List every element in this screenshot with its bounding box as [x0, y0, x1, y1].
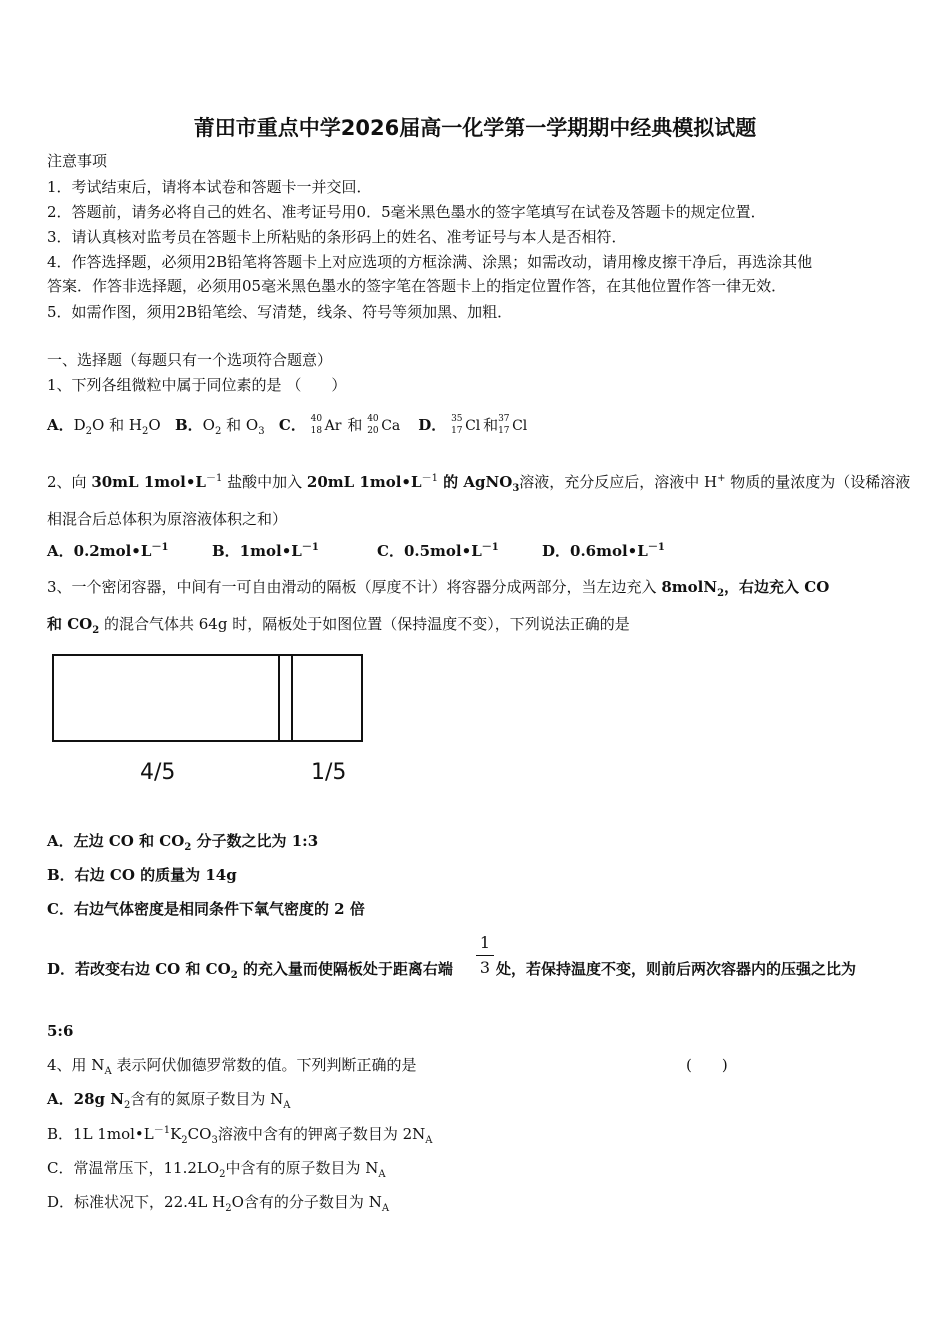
section-heading: 一、选择题（每题只有一个选项符合题意）	[47, 351, 333, 369]
q3-option-b: B．右边 CO 的质量为 14g	[47, 866, 237, 884]
q1-a-label: A．	[47, 416, 74, 434]
fraction-one-third: 1 3	[476, 934, 494, 977]
q4-stem: 4、用 $N_A$ 表示阿伏伽德罗常数的值。下列判断正确的是	[47, 1056, 417, 1077]
figure-label-left: 4/5	[140, 760, 176, 785]
notice-item: 1．考试结束后，请将本试卷和答题卡一并交回．	[47, 178, 372, 196]
q1-c-label: C．	[278, 416, 306, 434]
q4-option-a: A．28g $N_2$含有的氮原子数目为 $N_A$	[47, 1090, 291, 1111]
q2-option-b: B．$1mol•L^{-1}$	[212, 542, 319, 560]
notice-item: 2．答题前，请务必将自己的姓名、准考证号用0．5毫米黑色墨水的签字笔填写在试卷及答题卡的规定位置．	[47, 203, 766, 221]
q2-stem-line2: 相混合后总体积为原溶液体积之和）	[47, 510, 288, 528]
isotope-cl35: 35 17 Cl	[451, 414, 481, 436]
q4-option-b: B．1L $1mol•L^{-1}K_2CO_3$溶液中含有的钾离子数目为 $2N_A$	[47, 1125, 433, 1146]
q1-b-label: B．	[174, 416, 203, 434]
isotope-ar: 40 18 Ar	[310, 414, 342, 436]
page-title: 莆田市重点中学2026届高一化学第一学期期中经典模拟试题	[193, 116, 757, 140]
q3-option-a: A．左边 CO 和 $CO_2$ 分子数之比为 1:3	[47, 832, 319, 853]
q4-option-d: D．标准状况下，22.4L $H_2O$含有的分子数目为 $N_A$	[47, 1193, 390, 1214]
q2-option-a: A．$0.2mol•L^{-1}$	[47, 542, 169, 560]
q4-option-c: C．常温常压下，$11.2LO_2$中含有的原子数目为 $N_A$	[47, 1159, 386, 1180]
isotope-cl37: 37 17 Cl	[498, 414, 528, 436]
q1-stem: 1、下列各组微粒中属于同位素的是 （ ）	[47, 376, 347, 394]
q2-option-c: C．$0.5mol•L^{-1}$	[377, 542, 499, 560]
q2-option-d: D．$0.6mol•L^{-1}$	[542, 542, 665, 560]
q1-a-text: $D_2O$ 和 $H_2O$	[73, 416, 161, 437]
notice-item: 3．请认真核对监考员在答题卡上所粘贴的条形码上的姓名、准考证号与本人是否相符．	[47, 228, 627, 246]
container-figure	[52, 654, 363, 742]
q3-option-d: D．若改变右边 CO 和 $CO_2$ 的充入量而使隔板处于距离右端	[47, 960, 453, 981]
isotope-ca: 40 20 Ca	[367, 414, 401, 436]
notice-heading: 注意事项	[47, 152, 108, 170]
q1-b-text: $O_2$ 和 $O_3$	[202, 416, 265, 437]
q2-stem: 2、向 30mL $1mol•L^{-1}$ 盐酸中加入 20mL $1mol•L^{-1}$ 的 AgNO$_3$溶液，充分反应后，溶液中 H+ 物质的量浓度为（设稀溶液	[47, 473, 911, 494]
notice-item: 答案．作答非选择题，必须用05毫米黑色墨水的签字笔在答题卡上的指定位置作答，在其他位置作答一律无效．	[47, 277, 787, 295]
q3-stem: 3、一个密闭容器，中间有一可自由滑动的隔板（厚度不计）将容器分成两部分，当左边充入 8molN$_2$，右边充入 CO	[47, 578, 830, 599]
notice-item: 5．如需作图，须用2B铅笔绘、写清楚，线条、符号等须加黑、加粗．	[47, 303, 513, 321]
q3-option-d-cont: 处，若保持温度不变，则前后两次容器内的压强之比为	[496, 960, 857, 978]
q1-options: A．$D_2O$ 和 $H_2O$ B．$O_2$ 和 $O_3$ C． 40 18 Ar 和 40 20 Ca D． 35 17 Cl 和 37 17 Cl	[47, 414, 530, 438]
q3-option-c: C．右边气体密度是相同条件下氧气密度的 2 倍	[47, 900, 365, 918]
figure-label-right: 1/5	[311, 760, 347, 785]
q4-answer-paren: ( )	[686, 1056, 728, 1074]
q3-stem-line2: 和 $CO_2$ 的混合气体共 64g 时，隔板处于如图位置（保持温度不变），下列说法正确的是	[47, 615, 630, 636]
notice-item: 4．作答选择题，必须用2B铅笔将答题卡上对应选项的方框涂满、涂黑；如需改动，请用橡皮擦干净后，再选涂其他	[47, 253, 813, 271]
q1-d-label: D．	[418, 416, 447, 434]
q3-option-d-end: 5:6	[47, 1022, 74, 1040]
partition-figure	[278, 654, 293, 742]
